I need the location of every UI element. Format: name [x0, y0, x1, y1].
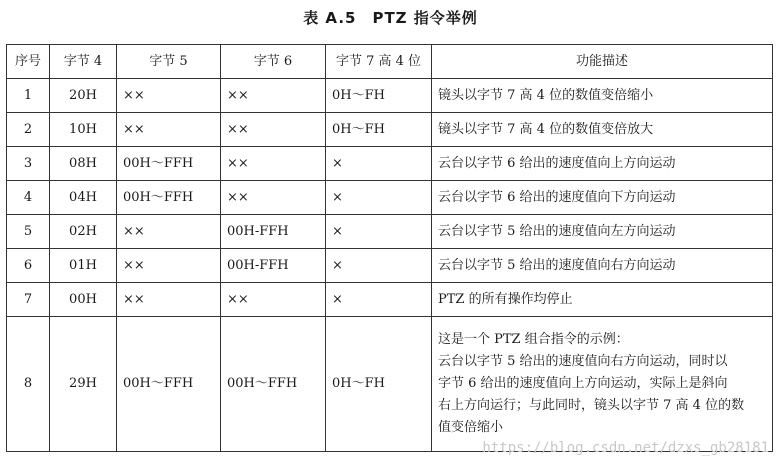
cell-byte6: 00H-FFH: [221, 249, 326, 283]
cell-byte5: ××: [117, 113, 221, 147]
cell-byte7: ×: [326, 283, 432, 317]
table-title: 表 A.5 PTZ 指令举例: [303, 9, 478, 27]
cell-index: 2: [7, 113, 50, 147]
cell-index: 7: [7, 283, 50, 317]
header-byte6: 字节 6: [221, 45, 326, 79]
header-byte4: 字节 4: [50, 45, 117, 79]
desc-line: 字节 6 给出的速度值向上方向运动，实际上是斜向: [438, 376, 728, 391]
cell-index: 6: [7, 249, 50, 283]
cell-byte6: ××: [221, 79, 326, 113]
cell-index: 3: [7, 147, 50, 181]
cell-byte4: 01H: [50, 249, 117, 283]
cell-byte5: ××: [117, 249, 221, 283]
cell-description: 云台以字节 5 给出的速度值向左方向运动: [432, 215, 773, 249]
header-index: 序号: [7, 45, 50, 79]
cell-byte7: ×: [326, 181, 432, 215]
cell-description: 镜头以字节 7 高 4 位的数值变倍缩小: [432, 79, 773, 113]
cell-byte5: ××: [117, 79, 221, 113]
cell-byte5: ××: [117, 215, 221, 249]
cell-byte4: 00H: [50, 283, 117, 317]
header-byte7-high: 字节 7 高 4 位: [326, 45, 432, 79]
cell-index: 1: [7, 79, 50, 113]
header-row: [7, 45, 773, 79]
cell-byte5: ××: [117, 283, 221, 317]
cell-description: 云台以字节 6 给出的速度值向下方向运动: [432, 181, 773, 215]
cell-byte5: 00H～FFH: [117, 147, 221, 181]
desc-line: 右上方向运行；与此同时，镜头以字节 7 高 4 位的数: [438, 398, 745, 413]
table-row: [7, 317, 773, 452]
cell-description: 镜头以字节 7 高 4 位的数值变倍放大: [432, 113, 773, 147]
cell-byte6: ××: [221, 147, 326, 181]
table-row: [7, 147, 773, 181]
cell-byte4: 20H: [50, 79, 117, 113]
cell-byte6: 00H～FFH: [221, 317, 326, 452]
cell-byte4: 04H: [50, 181, 117, 215]
cell-byte7: 0H～FH: [326, 79, 432, 113]
cell-description: PTZ 的所有操作均停止: [432, 283, 773, 317]
cell-byte4: 10H: [50, 113, 117, 147]
watermark: https://blog.csdn.net/dzxs_gb28181: [482, 440, 769, 456]
table-row: [7, 215, 773, 249]
table-row: [7, 181, 773, 215]
cell-byte5: 00H～FFH: [117, 317, 221, 452]
cell-byte4: 29H: [50, 317, 117, 452]
table-row: [7, 113, 773, 147]
cell-byte4: 02H: [50, 215, 117, 249]
cell-byte7: ×: [326, 249, 432, 283]
header-description: 功能描述: [432, 45, 773, 79]
cell-description: 云台以字节 6 给出的速度值向上方向运动: [432, 147, 773, 181]
desc-line: 这是一个 PTZ 组合指令的示例：: [438, 332, 629, 347]
table-row: [7, 249, 773, 283]
cell-index: 4: [7, 181, 50, 215]
cell-byte4: 08H: [50, 147, 117, 181]
cell-description: 云台以字节 5 给出的速度值向右方向运动: [432, 249, 773, 283]
cell-byte7: 0H～FH: [326, 113, 432, 147]
cell-byte5: 00H～FFH: [117, 181, 221, 215]
desc-line: 云台以字节 5 给出的速度值向右方向运动，同时以: [438, 354, 728, 369]
cell-index: 5: [7, 215, 50, 249]
cell-byte7: ×: [326, 215, 432, 249]
header-byte5: 字节 5: [117, 45, 221, 79]
cell-byte6: ××: [221, 113, 326, 147]
cell-byte6: ××: [221, 181, 326, 215]
cell-byte7: 0H～FH: [326, 317, 432, 452]
cell-description-multiline: [432, 317, 773, 452]
cell-byte7: ×: [326, 147, 432, 181]
table-row: [7, 79, 773, 113]
cell-byte6: 00H-FFH: [221, 215, 326, 249]
table-row: [7, 283, 773, 317]
desc-line: 值变倍缩小: [438, 420, 504, 435]
cell-byte6: ××: [221, 283, 326, 317]
ptz-command-table: [6, 44, 773, 452]
cell-index: 8: [7, 317, 50, 452]
